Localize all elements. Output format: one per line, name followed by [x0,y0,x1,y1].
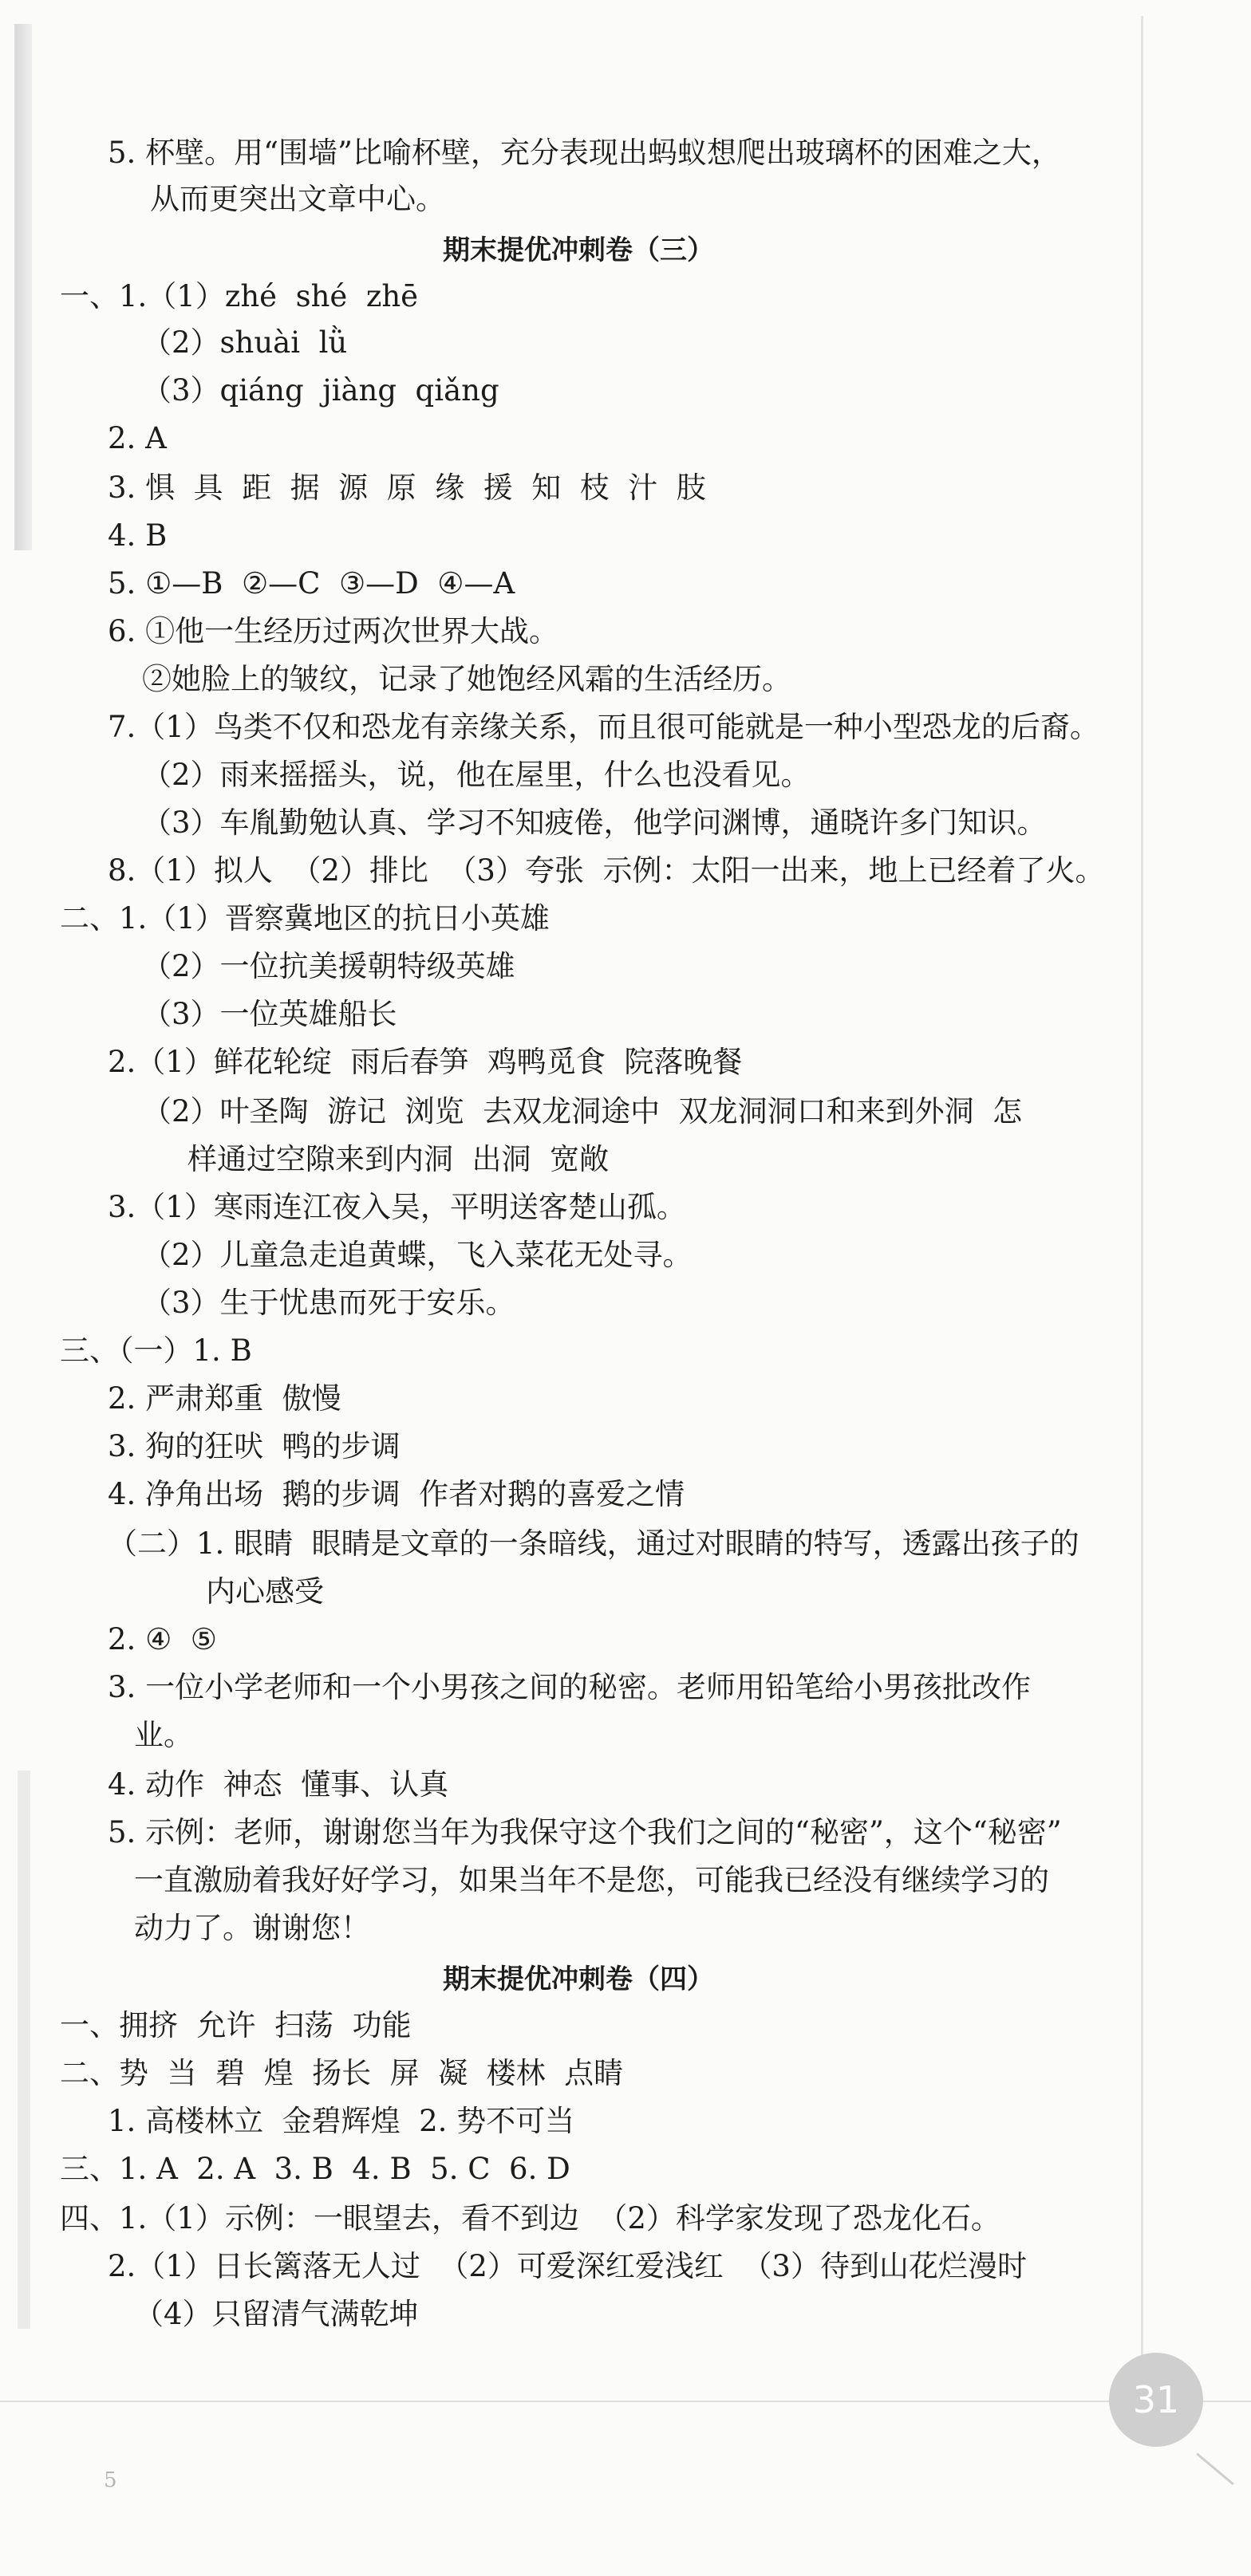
answer-line: 样通过空隙来到内洞 出洞 宽敞 [187,1142,610,1176]
answer-line: 2.（1）鲜花轮绽 雨后春笋 鸡鸭觅食 院落晚餐 [108,1045,743,1079]
answer-line: （4）只留清气满乾坤 [134,2297,419,2331]
answer-line: 2. 严肃郑重 傲慢 [108,1381,341,1416]
answer-line: 三、1. A 2. A 3. B 4. B 5. C 6. D [60,2152,570,2186]
answer-line: 业。 [134,1718,193,1752]
answer-line: 3. 狗的狂吠 鸭的步调 [108,1429,401,1463]
answer-line: 二、势 当 碧 煌 扬长 屏 凝 楼林 点睛 [60,2056,624,2090]
answer-line: （二）1. 眼睛 眼睛是文章的一条暗线，通过对眼睛的特写，透露出孩子的 [108,1526,1079,1561]
section-heading: 期末提优冲刺卷（四） [443,1964,714,1995]
corner-mark: 5 [104,2468,117,2492]
answer-line: （3）生于忧患而死于安乐。 [142,1286,515,1320]
answer-line: 5. ①—B ②—C ③—D ④—A [108,566,515,601]
answer-line: 3.（1）寒雨连江夜入吴，平明送客楚山孤。 [108,1190,686,1224]
answer-line: 三、（一）1. B [60,1333,252,1368]
footer-rule [0,2401,1251,2402]
answer-line: 一直激励着我好好学习，如果当年不是您，可能我已经没有继续学习的 [134,1863,1049,1897]
margin-rule [1141,16,1143,2401]
answer-line: ②她脸上的皱纹，记录了她饱经风霜的生活经历。 [142,662,791,696]
answer-line: （3）一位英雄船长 [142,997,397,1031]
answer-line: 5. 杯壁。用“围墙”比喻杯壁，充分表现出蚂蚁想爬出玻璃杯的困难之大， [108,136,1061,170]
binding-shadow [14,24,32,550]
answer-line: 4. 动作 神态 懂事、认真 [108,1767,449,1802]
answer-line: 一、1.（1）zhé shé zhē [60,279,419,313]
answer-line: （3）车胤勤勉认真、学习不知疲倦，他学问渊博，通晓许多门知识。 [142,805,1047,840]
answer-line: 2.（1）日长篱落无人过 （2）可爱深红爱浅红 （3）待到山花烂漫时 [108,2249,1027,2283]
answer-line: 7.（1）鸟类不仅和恐龙有亲缘关系，而且很可能就是一种小型恐龙的后裔。 [108,710,1099,744]
answer-line: 6. ①他一生经历过两次世界大战。 [108,614,559,648]
answer-line: 8.（1）拟人 （2）排比 （3）夸张 示例：太阳一出来，地上已经着了火。 [108,853,1105,888]
answer-line: 3. 一位小学老师和一个小男孩之间的秘密。老师用铅笔给小男孩批改作 [108,1670,1032,1704]
answer-line: 二、1.（1）晋察冀地区的抗日小英雄 [60,901,550,935]
answer-line: 2. ④ ⑤ [108,1622,217,1656]
answer-line: 4. B [108,518,168,553]
answer-line: 内心感受 [206,1574,324,1609]
page-corner-tick [1196,2452,1234,2485]
answer-line: （2）shuài lǜ [142,325,348,360]
page-number-badge: 31 [1109,2353,1203,2447]
answer-line: 一、拥挤 允许 扫荡 功能 [60,2008,412,2042]
section-heading: 期末提优冲刺卷（三） [443,234,714,266]
answer-line: 动力了。谢谢您！ [134,1911,370,1945]
binding-shadow-lower [18,1771,30,2329]
answer-line: 4. 净角出场 鹅的步调 作者对鹅的喜爱之情 [108,1477,685,1511]
answer-line: 5. 示例：老师，谢谢您当年为我保守这个我们之间的“秘密”，这个“秘密” [108,1815,1062,1849]
answer-line: 从而更突出文章中心。 [150,182,445,216]
answer-line: 四、1.（1）示例：一眼望去，看不到边 （2）科学家发现了恐龙化石。 [60,2201,1000,2235]
answer-line: （2）雨来摇摇头，说，他在屋里，什么也没看见。 [142,758,811,792]
answer-line: （2）儿童急走追黄蝶，飞入菜花无处寻。 [142,1238,693,1272]
answer-line: 2. A [108,421,167,455]
answer-line: 1. 高楼林立 金碧辉煌 2. 势不可当 [108,2104,575,2138]
answer-line: （3）qiáng jiàng qiǎng [142,373,499,408]
answer-line: （2）一位抗美援朝特级英雄 [142,949,515,983]
answer-line: （2）叶圣陶 游记 浏览 去双龙洞途中 双龙洞洞口和来到外洞 怎 [142,1094,1023,1128]
answer-line: 3. 惧 具 距 据 源 原 缘 援 知 枝 汁 肢 [108,471,706,505]
